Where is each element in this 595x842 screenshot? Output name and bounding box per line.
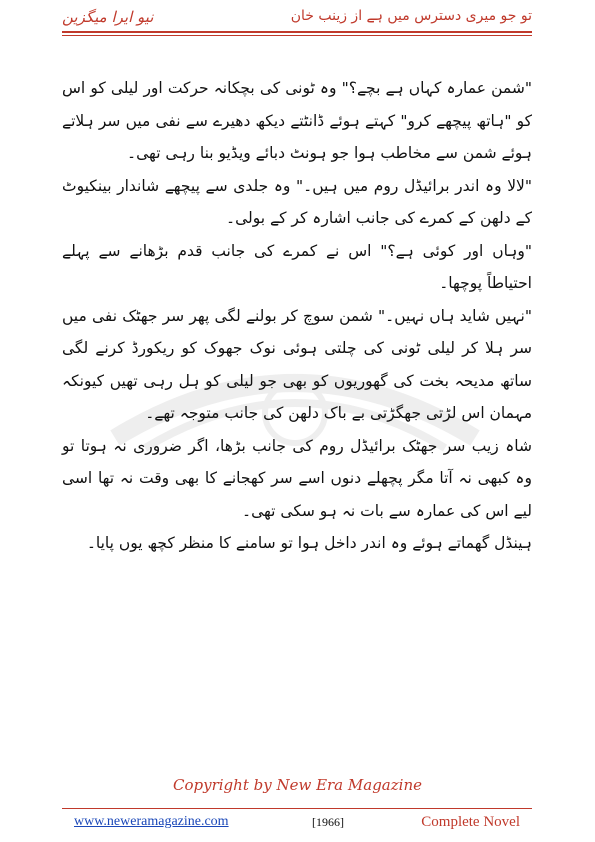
magazine-title: نیو ایرا میگزین xyxy=(62,8,154,26)
website-link[interactable]: www.neweramagazine.com xyxy=(74,814,229,829)
story-title: تو جو میری دسترس میں ہے از زینب خان xyxy=(290,8,532,24)
paragraph: "لالا وہ اندر برائیڈل روم میں ہیں۔" وہ جلدی سے پیچھے شاندار بینکیوٹ کے دلھن کے کمرے کی جانب اشارہ کر کے بولی۔ xyxy=(62,176,532,227)
page-header xyxy=(62,6,532,34)
footer-rule xyxy=(62,808,532,809)
header-rule-thin xyxy=(62,35,532,36)
page-number: [1966] xyxy=(312,815,344,829)
article-body xyxy=(62,72,532,560)
paragraph: "شمن عمارہ کہاں ہے بچے؟" وہ ٹونی کی بچکانہ حرکت اور لیلی کو اس کو "ہاتھ پیچھے کرو" کہتے ہوئے ڈانٹتے دیکھ دھیرے سے نفی میں سر ہلاتے ہوئے شمن سے مخاطب ہوا جو ہونٹ دبائے ویڈیو بنا رہی تھی۔ xyxy=(62,79,532,162)
paragraph: "نہیں شاید ہاں نہیں۔" شمن سوچ کر بولنے لگی پھر سر جھٹک نفی میں سر ہلا کر لیلی ٹونی کی چلتی ہوئی نوک جھوک کو ریکورڈ کرنے لگی ساتھ مدیحہ بخت کی گھوریوں کو بھی جو لیلی کو ہل رہی تھیں کیونکہ مہمان اس لڑتی جھگڑتی بے باک دلھن کی جانب متوجہ تھے۔ xyxy=(62,306,532,422)
paragraph: ہینڈل گھماتے ہوئے وہ اندر داخل ہوا تو سامنے کا منظر کچھ یوں پایا۔ xyxy=(86,534,532,552)
page-footer xyxy=(62,814,532,834)
paragraph: "وہاں اور کوئی ہے؟" اس نے کمرے کی جانب قدم بڑھانے سے پہلے احتیاطاً پوچھا۔ xyxy=(62,241,532,292)
paragraph: شاہ زیب سر جھٹک برائیڈل روم کی جانب بڑھا، اگر ضروری نہ ہوتا تو وہ کبھی نہ آتا مگر پچھلے دنوں اسے سر کھجانے کا بھی وقت نہ تھا اسی لیے اس کی عمارہ سے بات نہ ہو سکی تھی۔ xyxy=(62,436,532,520)
header-rule xyxy=(62,31,532,33)
section-label: Complete Novel xyxy=(421,814,520,830)
copyright-notice: Copyright by New Era Magazine xyxy=(173,776,422,794)
